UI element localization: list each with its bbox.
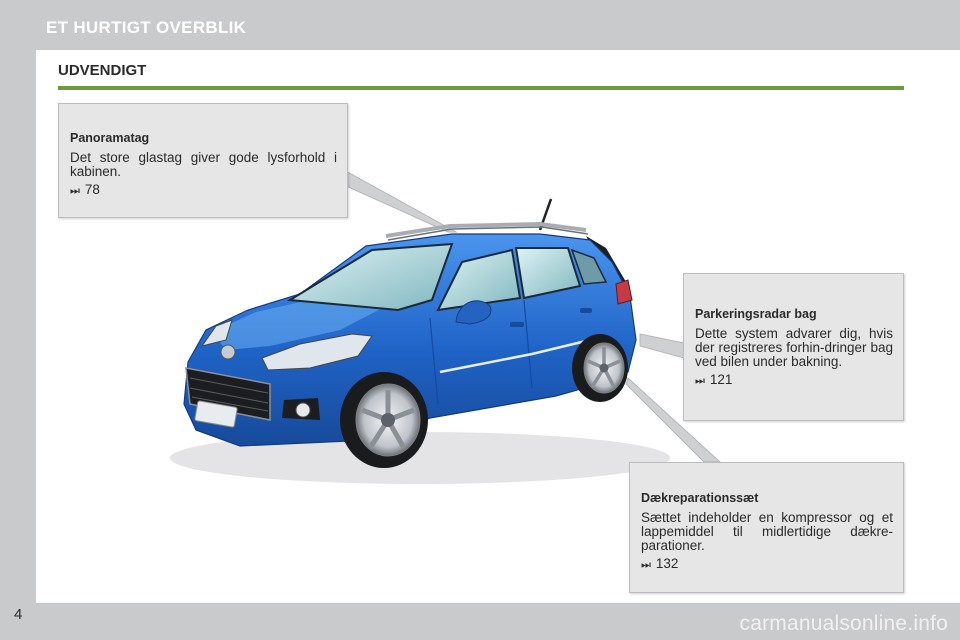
page-subtitle: UDVENDIGT	[58, 62, 147, 79]
section-title: ET HURTIGT OVERBLIK	[46, 18, 247, 37]
reference-page: 132	[655, 556, 679, 571]
page-reference-icon: ⏭	[70, 185, 80, 197]
callout-title: Parkeringsradar bag	[695, 307, 817, 321]
callout-reference[interactable]	[641, 557, 893, 572]
callout-text: Sættet indeholder en kompressor og et lappemiddel til midlertidige dækre-parationer.	[641, 510, 893, 553]
callout-reference[interactable]	[70, 183, 337, 198]
callout-parking-radar	[683, 273, 904, 421]
reference-page: 121	[709, 372, 733, 387]
callout-panorama	[58, 103, 348, 218]
watermark: carmanualsonline.info	[739, 612, 948, 635]
page-reference-icon: ⏭	[641, 559, 651, 571]
callout-title: Panoramatag	[70, 131, 150, 145]
callout-tyre-repair-kit	[629, 462, 904, 593]
page-number: 4	[14, 606, 23, 623]
callout-reference[interactable]	[695, 373, 893, 388]
callout-text: Det store glastag giver gode lysforhold i kabinen.	[70, 150, 337, 179]
page-reference-icon: ⏭	[695, 375, 705, 387]
callout-text: Dette system advarer dig, hvis der registreres forhin-dringer bag ved bilen under bakning.	[695, 326, 893, 369]
leader-radar	[640, 334, 684, 358]
leader-panorama	[344, 170, 456, 232]
callout-title: Dækreparationssæt	[641, 491, 759, 505]
reference-page: 78	[84, 182, 100, 197]
